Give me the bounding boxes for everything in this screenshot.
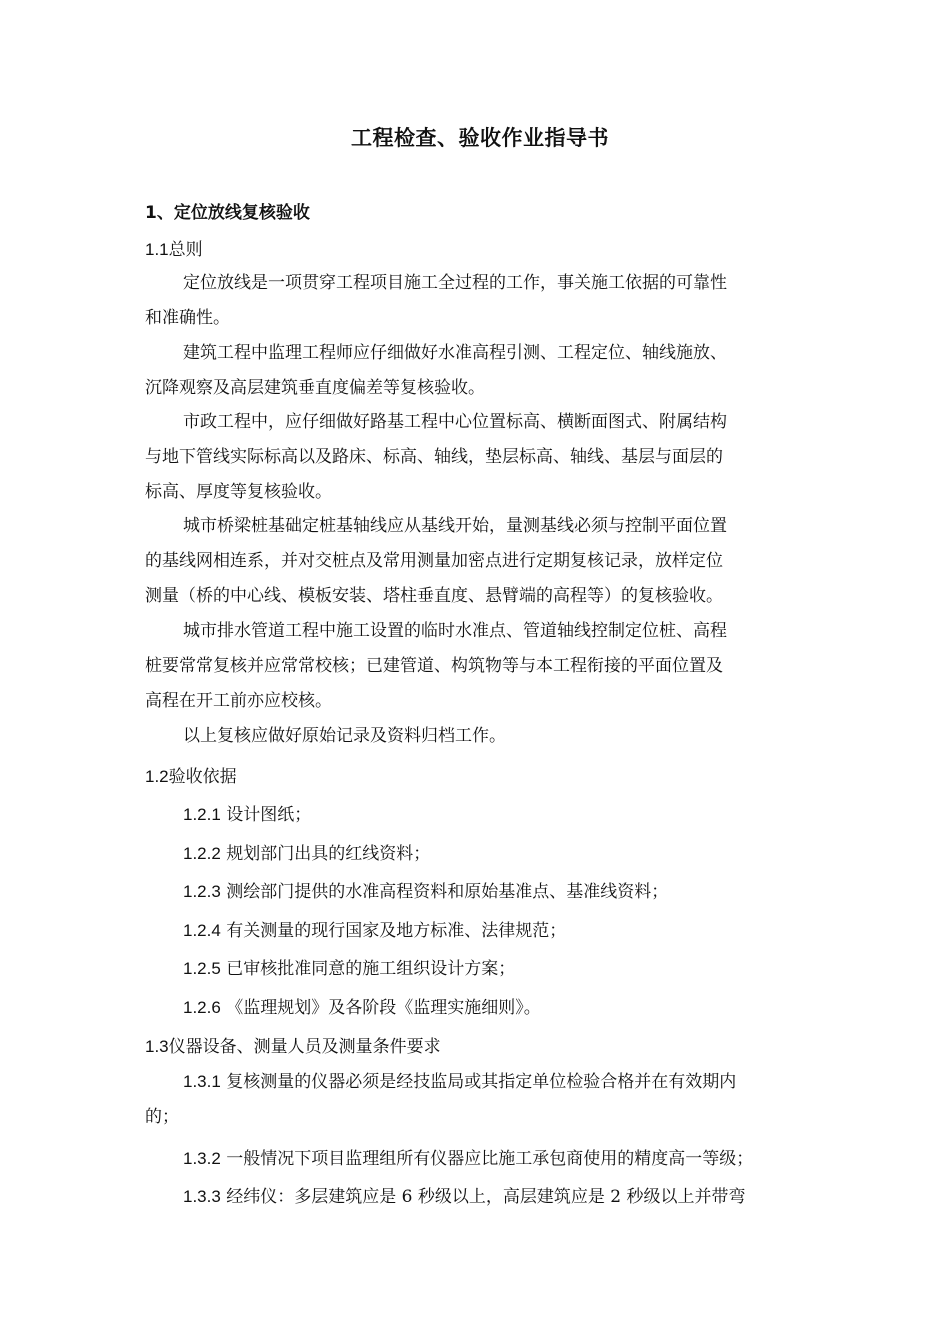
- paragraph-line: [145, 1064, 810, 1100]
- paragraph-5: [145, 614, 810, 719]
- section-number: 1.2: [145, 767, 169, 786]
- paragraph-line: 城市排水管道工程中施工设置的临时水准点、管道轴线控制定位桩、高程: [183, 621, 727, 641]
- item-number: 1.2.5: [183, 959, 221, 978]
- list-item: [183, 800, 311, 825]
- paragraph-line: 的基线网相连系，并对交桩点及常用测量加密点进行定期复核记录，放样定位: [145, 551, 723, 571]
- paragraph-2: [145, 336, 810, 406]
- list-item: [183, 1144, 753, 1169]
- item-text: 规划部门出具的红线资料；: [226, 844, 431, 864]
- section-heading-1-3: [145, 1032, 441, 1057]
- item-number: 1.2.1: [183, 805, 221, 824]
- paragraph-6: [145, 719, 810, 754]
- item-number: 1.3.2: [183, 1149, 221, 1168]
- item-text: 已审核批准同意的施工组织设计方案；: [226, 959, 516, 979]
- list-item: [183, 839, 430, 864]
- paragraph-line: 建筑工程中监理工程师应仔细做好水准高程引测、工程定位、轴线施放、: [183, 343, 727, 363]
- item-number: 1.2.3: [183, 882, 221, 901]
- item-text: 有关测量的现行国家及地方标准、法律规范；: [226, 921, 567, 941]
- paragraph-line: 的；: [145, 1107, 179, 1127]
- paragraph-line: 沉降观察及高层建筑垂直度偏差等复核验收。: [145, 378, 485, 398]
- item-text: 一般情况下项目监理组所有仪器应比施工承包商使用的精度高一等级；: [226, 1149, 754, 1169]
- paragraph-line: 以上复核应做好原始记录及资料归档工作。: [183, 726, 506, 746]
- paragraph-line: 测量（桥的中心线、模板安装、塔柱垂直度、悬臂端的高程等）的复核验收。: [145, 586, 723, 606]
- list-item: [145, 1064, 810, 1135]
- paragraph-line: 和准确性。: [145, 308, 230, 328]
- section-title: 仪器设备、测量人员及测量条件要求: [168, 1037, 441, 1057]
- paragraph-line: 高程在开工前亦应校核。: [145, 691, 332, 711]
- paragraph-line: 标高、厚度等复核验收。: [145, 482, 332, 502]
- item-number: 1.2.6: [183, 998, 221, 1017]
- item-number: 1.2.2: [183, 844, 221, 863]
- paragraph-line: 城市桥梁桩基础定桩基轴线应从基线开始，量测基线必须与控制平面位置: [183, 516, 727, 536]
- section-number: 1.3: [145, 1037, 169, 1056]
- paragraph-line: 桩要常常复核并应常常校核；已建管道、构筑物等与本工程衔接的平面位置及: [145, 656, 723, 676]
- list-item: [183, 954, 515, 979]
- item-text: 复核测量的仪器必须是经技监局或其指定单位检验合格并在有效期内: [226, 1072, 737, 1092]
- list-item: [183, 993, 541, 1018]
- section-number: 1.1: [145, 240, 169, 259]
- paragraph-1: [145, 266, 810, 336]
- section-title: 验收依据: [168, 767, 237, 787]
- item-number: 1.3.3: [183, 1187, 221, 1206]
- section-heading-1-2: [145, 762, 237, 787]
- item-text: 设计图纸；: [226, 805, 312, 825]
- section-title: 总则: [168, 240, 203, 260]
- item-text: 测绘部门提供的水准高程资料和原始基准点、基准线资料；: [226, 882, 669, 902]
- list-item: [183, 1182, 745, 1207]
- list-item: [183, 877, 668, 902]
- item-text: 《监理规划》及各阶段《监理实施细则》。: [226, 998, 541, 1018]
- item-number: 1.3.1: [183, 1072, 221, 1091]
- item-text: 经纬仪：多层建筑应是 6 秒级以上，高层建筑应是 2 秒级以上并带弯: [226, 1187, 746, 1207]
- paragraph-line: 市政工程中，应仔细做好路基工程中心位置标高、横断面图式、附属结构: [183, 412, 727, 432]
- paragraph-line: 与地下管线实际标高以及路床、标高、轴线，垫层标高、轴线、基层与面层的: [145, 447, 723, 467]
- item-number: 1.2.4: [183, 921, 221, 940]
- paragraph-3: [145, 405, 810, 510]
- document-title: 工程检查、验收作业指导书: [351, 126, 609, 150]
- paragraph-line: 定位放线是一项贯穿工程项目施工全过程的工作，事关施工依据的可靠性: [183, 273, 727, 293]
- section-heading-1: 1、定位放线复核验收: [145, 203, 310, 223]
- section-heading-1-1: [145, 235, 203, 260]
- list-item: [183, 916, 566, 941]
- paragraph-4: [145, 509, 810, 614]
